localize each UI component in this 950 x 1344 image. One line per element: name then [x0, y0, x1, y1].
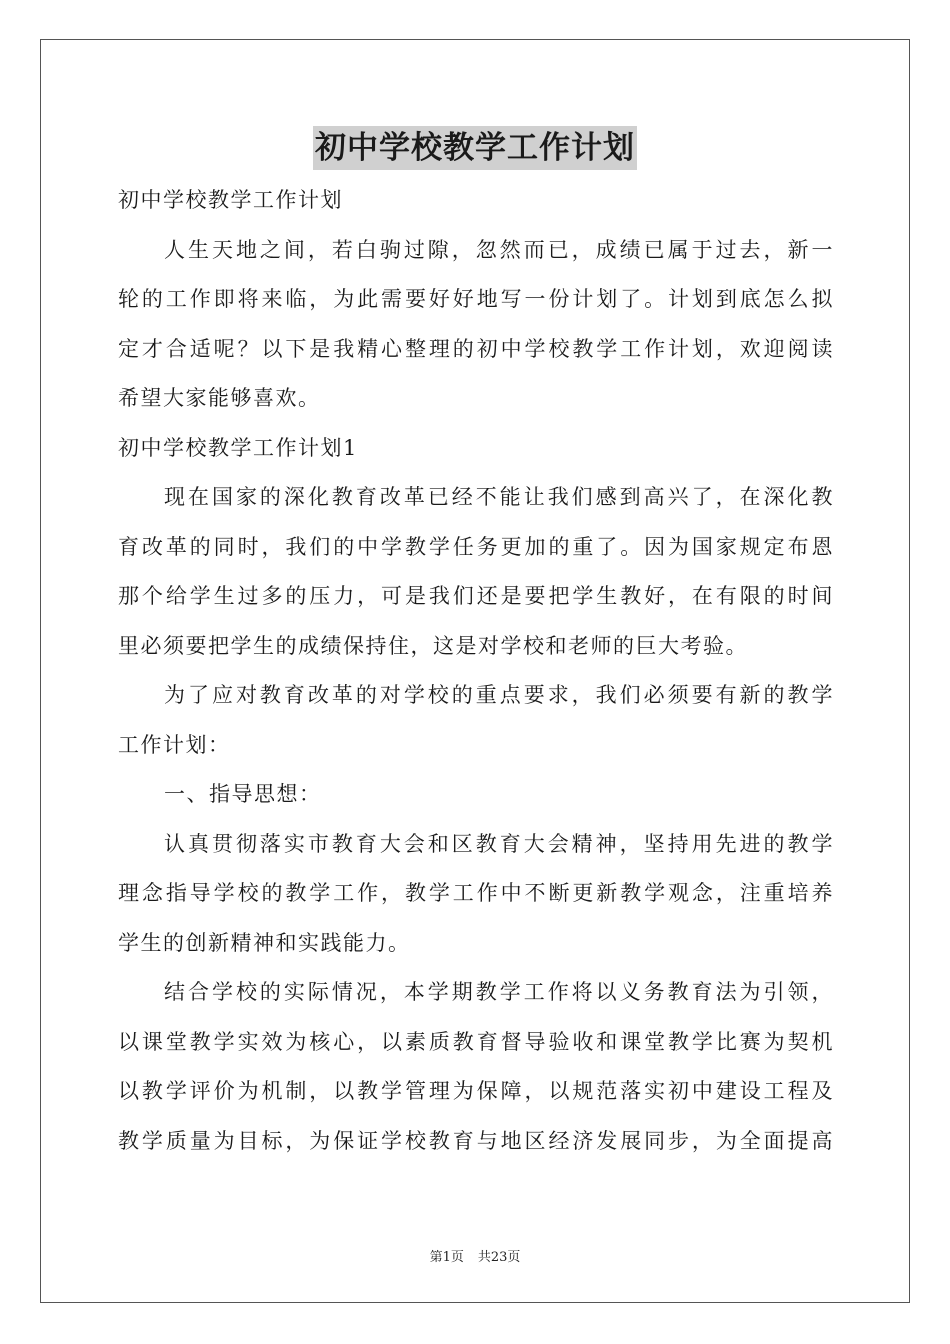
text-line: 初中学校教学工作计划: [118, 188, 343, 212]
page-number: 第1页: [429, 1250, 464, 1265]
text-line: 育改革的同时，我们的中学教学任务更加的重了。因为国家规定布恩: [118, 534, 834, 559]
text-line: 里必须要把学生的成绩保持住，这是对学校和老师的巨大考验。: [118, 633, 748, 658]
text-line: 理念指导学校的教学工作，教学工作中不断更新教学观念，注重培养: [118, 881, 834, 905]
text-line: 为了应对教育改革的对学校的重点要求，我们必须要有新的教学: [164, 683, 834, 707]
text-line: 人生天地之间，若白驹过隙，忽然而已，成绩已属于过去，新一: [164, 237, 834, 262]
text-line: 工作计划：: [118, 732, 231, 757]
page-footer: [0, 1246, 950, 1265]
text-line: 现在国家的深化教育改革已经不能让我们感到高兴了，在深化教: [164, 485, 834, 509]
text-line: 认真贯彻落实市教育大会和区教育大会精神，坚持用先进的教学: [164, 831, 834, 856]
document-body: [118, 176, 834, 1166]
text-line: 教学质量为目标，为保证学校教育与地区经济发展同步，为全面提高: [118, 1128, 834, 1153]
title-wrap: [0, 126, 950, 170]
document-title: 初中学校教学工作计划: [313, 126, 637, 170]
text-line: 初中学校教学工作计划1: [118, 435, 358, 460]
text-line: 希望大家能够喜欢。: [118, 386, 321, 410]
text-line: 定才合适呢？以下是我精心整理的初中学校教学工作计划，欢迎阅读: [118, 336, 834, 361]
text-line: 以教学评价为机制，以教学管理为保障，以规范落实初中建设工程及: [118, 1079, 834, 1103]
text-line: 学生的创新精神和实践能力。: [118, 930, 411, 955]
text-line: 以课堂教学实效为核心，以素质教育督导验收和课堂教学比赛为契机: [118, 1029, 834, 1054]
page-total: 共23页: [477, 1250, 521, 1265]
text-line: 结合学校的实际情况，本学期教学工作将以义务教育法为引领，: [164, 980, 834, 1004]
text-line: 一、指导思想：: [164, 782, 322, 806]
text-line: 轮的工作即将来临，为此需要好好地写一份计划了。计划到底怎么拟: [118, 287, 834, 311]
text-line: 那个给学生过多的压力，可是我们还是要把学生教好，在有限的时间: [118, 584, 834, 608]
